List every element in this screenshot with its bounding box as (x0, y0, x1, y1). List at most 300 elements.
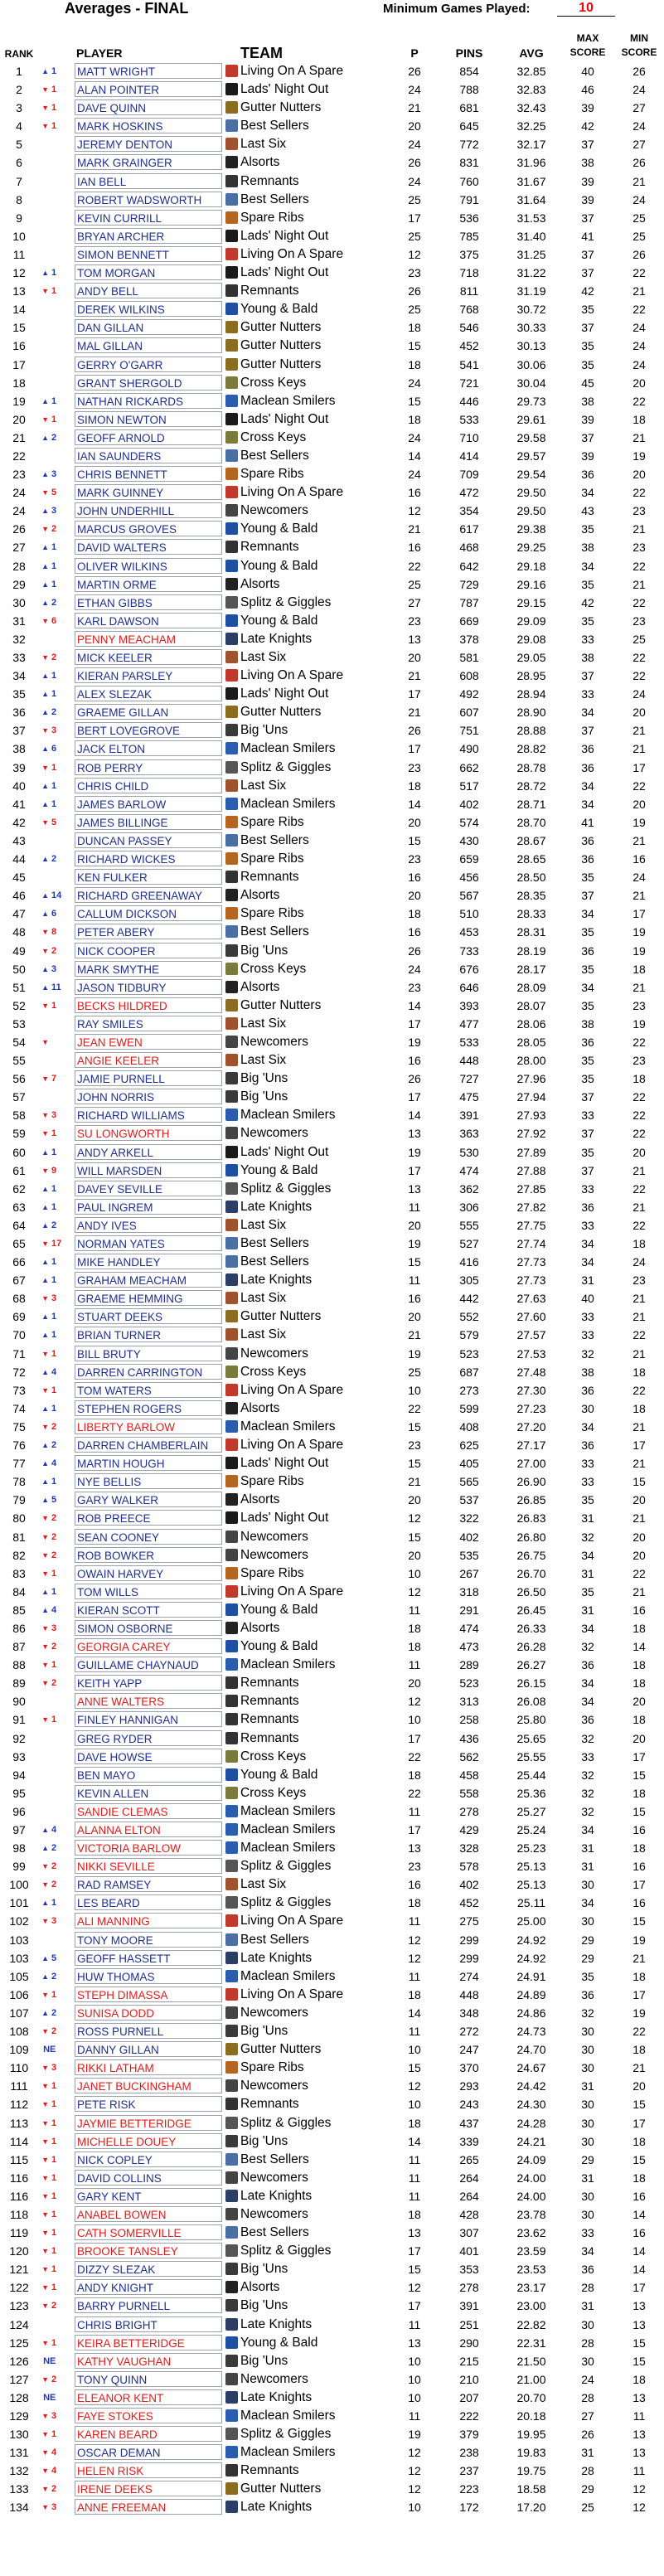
player-name: JOHN NORRIS (75, 1089, 222, 1104)
up-arrow-icon: ▲ (41, 1844, 49, 1853)
table-row[interactable] (0, 759, 664, 777)
down-arrow-icon: ▼ (41, 946, 49, 955)
table-row[interactable] (0, 1528, 664, 1546)
table-row[interactable] (0, 1931, 664, 1949)
up-arrow-icon: ▲ (41, 1972, 49, 1981)
team-logo-icon (225, 1273, 238, 1286)
down-arrow-icon: ▼ (41, 1349, 49, 1358)
team-logo-icon (225, 1914, 238, 1927)
team-name: Newcomers (240, 1126, 308, 1141)
games-played: 18 (408, 1621, 421, 1635)
team-logo-icon (225, 798, 238, 810)
min-score: 17 (632, 1987, 646, 2001)
table-row[interactable] (0, 2095, 664, 2113)
rank-cell: 97 (12, 1823, 26, 1836)
average: 26.90 (516, 1475, 546, 1489)
max-score: 24 (581, 2372, 594, 2386)
average: 24.30 (516, 2098, 546, 2112)
min-score: 16 (632, 2189, 646, 2203)
player-name: BILL BRUTY (75, 1346, 222, 1361)
min-score: 21 (632, 1584, 646, 1598)
average: 28.70 (516, 815, 546, 829)
table-row[interactable] (0, 886, 664, 905)
table-row[interactable] (0, 1216, 664, 1235)
table-row[interactable] (0, 795, 664, 813)
player-name: MARTIN ORME (75, 576, 222, 592)
player-name: DEREK WILKINS (75, 301, 222, 317)
table-row[interactable] (0, 777, 664, 795)
table-row[interactable] (0, 1454, 664, 1472)
col-team: TEAM (240, 45, 283, 61)
player-name: CHRIS BRIGHT (75, 2316, 222, 2332)
table-row[interactable] (0, 1051, 664, 1070)
table-row[interactable] (0, 447, 664, 465)
table-row[interactable] (0, 227, 664, 245)
max-score: 37 (581, 889, 594, 903)
player-name: NORMAN YATES (75, 1235, 222, 1251)
max-score: 29 (581, 1951, 594, 1965)
team-name: Newcomers (240, 1346, 308, 1361)
games-played: 24 (408, 468, 421, 482)
average: 31.53 (516, 211, 546, 225)
table-row[interactable] (0, 1289, 664, 1307)
games-played: 11 (408, 1969, 421, 1983)
player-name: JAMES BARLOW (75, 796, 222, 812)
table-row[interactable] (0, 2462, 664, 2480)
table-row[interactable] (0, 2169, 664, 2187)
team-name: Newcomers (240, 1034, 308, 1049)
min-score: 20 (632, 1530, 646, 1544)
table-row[interactable] (0, 2114, 664, 2132)
table-row[interactable] (0, 356, 664, 374)
table-row[interactable] (0, 1729, 664, 1748)
min-score: 17 (632, 2281, 646, 2295)
table-row[interactable] (0, 2260, 664, 2278)
table-row[interactable] (0, 721, 664, 740)
movement-indicator: ▲ 1 (38, 1307, 71, 1326)
table-row[interactable] (0, 2132, 664, 2151)
team-name: Big 'Uns (240, 2298, 288, 2313)
rank-cell: 58 (12, 1109, 26, 1123)
table-row[interactable] (0, 1180, 664, 1198)
team-name: Living On A Spare (240, 668, 344, 683)
table-row[interactable] (0, 630, 664, 648)
table-row[interactable] (0, 1088, 664, 1106)
team-logo-icon (225, 2373, 238, 2385)
table-row[interactable] (0, 1162, 664, 1180)
table-row[interactable] (0, 1583, 664, 1601)
table-row[interactable] (0, 1326, 664, 1344)
player-name: JAMIE PURNELL (75, 1070, 222, 1086)
player-name: FINLEY HANNIGAN (75, 1711, 222, 1727)
max-score: 34 (581, 1676, 594, 1691)
table-row[interactable] (0, 2004, 664, 2022)
max-score: 35 (581, 1145, 594, 1159)
movement-indicator: ▲ 2 (38, 1216, 71, 1235)
average: 24.92 (516, 1933, 546, 1947)
games-played: 13 (408, 2336, 421, 2350)
team-logo-icon (225, 2208, 238, 2220)
rank-cell: 91 (12, 1713, 26, 1727)
team-logo-icon (225, 1366, 238, 1378)
table-row[interactable] (0, 813, 664, 832)
team-name: Maclean Smilers (240, 741, 336, 756)
pins-total: 523 (459, 1346, 479, 1361)
table-row[interactable] (0, 1271, 664, 1289)
table-row[interactable] (0, 80, 664, 99)
table-row[interactable] (0, 2059, 664, 2077)
table-row[interactable] (0, 2278, 664, 2297)
average: 29.09 (516, 614, 546, 628)
table-row[interactable] (0, 575, 664, 594)
min-score: 26 (632, 247, 646, 261)
rank-cell: 128 (9, 2390, 29, 2404)
min-score: 19 (632, 449, 646, 463)
table-row[interactable] (0, 117, 664, 135)
up-arrow-icon: ▲ (41, 598, 49, 607)
table-row[interactable] (0, 300, 664, 318)
up-arrow-icon: ▲ (41, 1605, 49, 1614)
table-row[interactable] (0, 2187, 664, 2205)
table-row[interactable] (0, 850, 664, 868)
max-score: 35 (581, 1493, 594, 1507)
rank-cell: 92 (12, 1731, 26, 1745)
table-row[interactable] (0, 1546, 664, 1565)
player-name: ROB PERRY (75, 759, 222, 775)
table-row[interactable] (0, 1235, 664, 1253)
rank-cell: 48 (12, 925, 26, 939)
table-row[interactable] (0, 1656, 664, 1674)
player-name: MIKE HANDLEY (75, 1254, 222, 1269)
team-logo-icon (225, 1896, 238, 1909)
team-logo-icon (225, 633, 238, 645)
rank-cell: 50 (12, 962, 26, 976)
table-row[interactable] (0, 1253, 664, 1271)
pins-total: 408 (459, 1419, 479, 1434)
pins-total: 607 (459, 706, 479, 720)
table-row[interactable] (0, 2407, 664, 2425)
average: 29.50 (516, 504, 546, 518)
rank-cell: 1 (16, 65, 22, 78)
table-row[interactable] (0, 374, 664, 392)
team-name: Gutter Nutters (240, 338, 322, 353)
down-arrow-icon: ▼ (41, 2448, 49, 2457)
min-score: 24 (632, 192, 646, 206)
up-arrow-icon: ▲ (41, 1459, 49, 1468)
up-arrow-icon: ▲ (41, 1202, 49, 1211)
movement-indicator: ▲ 2 (38, 2004, 71, 2022)
min-score: 23 (632, 541, 646, 555)
table-row[interactable] (0, 1565, 664, 1583)
team-name: Remnants (240, 173, 299, 188)
table-row[interactable] (0, 740, 664, 758)
player-name: BECKS HILDRED (75, 997, 222, 1013)
games-played: 10 (408, 2043, 421, 2057)
pins-total: 391 (459, 1109, 479, 1123)
table-row[interactable] (0, 191, 664, 209)
pins-total: 402 (459, 1530, 479, 1544)
min-score: 21 (632, 1419, 646, 1434)
movement-indicator: ▲ 14 (38, 886, 71, 905)
table-row[interactable] (0, 1637, 664, 1656)
table-row[interactable] (0, 1710, 664, 1729)
table-row[interactable] (0, 1418, 664, 1436)
table-row[interactable] (0, 2352, 664, 2370)
team-name: Big 'Uns (240, 1071, 288, 1086)
table-row[interactable] (0, 2151, 664, 2169)
table-row[interactable] (0, 1198, 664, 1216)
table-row[interactable] (0, 2205, 664, 2224)
min-score: 17 (632, 1749, 646, 1763)
pins-total: 275 (459, 1914, 479, 1928)
table-row[interactable] (0, 2224, 664, 2242)
min-score: 18 (632, 1786, 646, 1800)
table-row[interactable] (0, 502, 664, 520)
table-row[interactable] (0, 2022, 664, 2040)
table-row[interactable] (0, 1986, 664, 2004)
team-name: Remnants (240, 2097, 299, 2112)
table-row[interactable] (0, 172, 664, 191)
movement-indicator: NE (38, 2355, 56, 2366)
table-row[interactable] (0, 62, 664, 80)
table-row[interactable] (0, 1784, 664, 1802)
player-name: BROOKE TANSLEY (75, 2243, 222, 2258)
table-row[interactable] (0, 1015, 664, 1033)
rank-cell: 123 (9, 2299, 29, 2313)
table-row[interactable] (0, 1124, 664, 1142)
table-row[interactable] (0, 868, 664, 886)
max-score: 34 (581, 486, 594, 500)
table-row[interactable] (0, 1436, 664, 1454)
table-row[interactable] (0, 2498, 664, 2516)
movement-indicator: ▲ 1 (38, 1198, 71, 1216)
down-arrow-icon: ▼ (41, 1661, 49, 1670)
table-row[interactable] (0, 594, 664, 612)
team-logo-icon (225, 2318, 238, 2331)
movement-indicator: ▲ 1 (38, 1253, 71, 1271)
average: 29.50 (516, 486, 546, 500)
games-played: 17 (408, 2244, 421, 2258)
table-row[interactable] (0, 1307, 664, 1326)
table-row[interactable] (0, 2480, 664, 2498)
min-score: 22 (632, 1566, 646, 1580)
table-row[interactable] (0, 2334, 664, 2352)
table-row[interactable] (0, 2316, 664, 2334)
table-row[interactable] (0, 685, 664, 703)
table-row[interactable] (0, 1472, 664, 1491)
table-row[interactable] (0, 1912, 664, 1930)
table-row[interactable] (0, 2242, 664, 2260)
table-row[interactable] (0, 2425, 664, 2443)
pins-total: 428 (459, 2207, 479, 2221)
pins-total: 267 (459, 1566, 479, 1580)
rank-cell: 69 (12, 1310, 26, 1324)
table-row[interactable] (0, 1949, 664, 1967)
player-name: TOM WATERS (75, 1382, 222, 1398)
rank-cell: 115 (9, 2152, 29, 2166)
team-logo-icon (225, 687, 238, 700)
games-played: 16 (408, 1878, 421, 1892)
team-name: Cross Keys (240, 1364, 307, 1379)
table-row[interactable] (0, 153, 664, 172)
table-row[interactable] (0, 264, 664, 282)
table-row[interactable] (0, 1766, 664, 1784)
table-row[interactable] (0, 667, 664, 685)
average: 28.67 (516, 833, 546, 847)
games-played: 11 (408, 1273, 421, 1288)
table-row[interactable] (0, 538, 664, 556)
table-row[interactable] (0, 1802, 664, 1821)
table-row[interactable] (0, 1857, 664, 1875)
max-score: 36 (581, 2263, 594, 2277)
table-row[interactable] (0, 997, 664, 1015)
down-arrow-icon: ▼ (41, 763, 49, 772)
table-row[interactable] (0, 2297, 664, 2315)
rank-cell: 73 (12, 1383, 26, 1397)
table-row[interactable] (0, 1748, 664, 1766)
table-row[interactable] (0, 942, 664, 960)
games-played: 24 (408, 962, 421, 976)
table-row[interactable] (0, 703, 664, 721)
max-score: 35 (581, 925, 594, 939)
max-score: 34 (581, 1695, 594, 1709)
team-name: Maclean Smilers (240, 1803, 336, 1818)
games-played: 13 (408, 1127, 421, 1141)
table-row[interactable] (0, 978, 664, 997)
table-row[interactable] (0, 612, 664, 630)
table-row[interactable] (0, 1381, 664, 1400)
min-score: 27 (632, 138, 646, 152)
table-row[interactable] (0, 1070, 664, 1088)
table-row[interactable] (0, 905, 664, 923)
table-row[interactable] (0, 520, 664, 538)
player-name: KARL DAWSON (75, 613, 222, 628)
pins-total: 353 (459, 2263, 479, 2277)
player-name: STEPHEN ROGERS (75, 1400, 222, 1416)
max-score: 37 (581, 1090, 594, 1104)
table-row[interactable] (0, 960, 664, 978)
team-name: Remnants (240, 1694, 299, 1709)
table-row[interactable] (0, 1033, 664, 1051)
table-row[interactable] (0, 923, 664, 941)
table-row[interactable] (0, 337, 664, 355)
player-name: DANNY GILLAN (75, 2041, 222, 2057)
team-name: Maclean Smilers (240, 1822, 336, 1836)
team-logo-icon (225, 1164, 238, 1176)
max-score: 33 (581, 1749, 594, 1763)
games-played: 17 (408, 1090, 421, 1104)
table-row[interactable] (0, 2077, 664, 2095)
rank-cell: 84 (12, 1584, 26, 1598)
table-row[interactable] (0, 465, 664, 483)
table-row[interactable] (0, 135, 664, 153)
average: 27.23 (516, 1401, 546, 1415)
table-row[interactable] (0, 410, 664, 429)
games-played: 11 (408, 1914, 421, 1928)
table-row[interactable] (0, 1491, 664, 1509)
table-row[interactable] (0, 1106, 664, 1124)
table-row[interactable] (0, 1839, 664, 1857)
player-name: JEAN EWEN (75, 1034, 222, 1050)
table-row[interactable] (0, 1674, 664, 1692)
table-row[interactable] (0, 1601, 664, 1619)
average: 27.17 (516, 1438, 546, 1453)
table-row[interactable] (0, 1143, 664, 1162)
player-name: SANDIE CLEMAS (75, 1803, 222, 1819)
table-row[interactable] (0, 1875, 664, 1894)
table-row[interactable] (0, 2389, 664, 2407)
max-score: 34 (581, 1896, 594, 1910)
max-score: 30 (581, 2354, 594, 2368)
table-row[interactable] (0, 1363, 664, 1381)
table-row[interactable] (0, 2370, 664, 2389)
down-arrow-icon: ▼ (41, 1679, 49, 1688)
table-row[interactable] (0, 1619, 664, 1637)
min-score: 22 (632, 1127, 646, 1141)
pins-total: 811 (459, 284, 479, 298)
table-row[interactable] (0, 2443, 664, 2462)
down-arrow-icon: ▼ (41, 287, 49, 296)
pins-total: 299 (459, 1951, 479, 1965)
table-row[interactable] (0, 483, 664, 502)
down-arrow-icon: ▼ (41, 2027, 49, 2036)
average: 27.85 (516, 1181, 546, 1196)
min-score: 13 (632, 2390, 646, 2404)
table-row[interactable] (0, 648, 664, 667)
table-row[interactable] (0, 832, 664, 850)
table-row[interactable] (0, 99, 664, 117)
table-row[interactable] (0, 1345, 664, 1363)
max-score: 34 (581, 779, 594, 793)
player-name: VICTORIA BARLOW (75, 1840, 222, 1856)
games-played: 17 (408, 1731, 421, 1745)
max-score: 30 (581, 2043, 594, 2057)
player-name: GRAHAM MEACHAM (75, 1272, 222, 1288)
table-row[interactable] (0, 1894, 664, 1912)
table-row[interactable] (0, 245, 664, 264)
team-logo-icon (225, 2153, 238, 2166)
up-arrow-icon: ▲ (41, 507, 49, 516)
table-row[interactable] (0, 557, 664, 575)
table-row[interactable] (0, 1509, 664, 1527)
table-row[interactable] (0, 429, 664, 447)
movement-indicator: ▼ 2 (38, 1509, 71, 1527)
table-row[interactable] (0, 392, 664, 410)
team-logo-icon (225, 1420, 238, 1433)
games-played: 11 (408, 2171, 421, 2185)
games-played: 24 (408, 430, 421, 444)
min-score: 21 (632, 1200, 646, 1214)
average: 28.33 (516, 907, 546, 921)
player-name: DAVE HOWSE (75, 1749, 222, 1764)
player-name: RAY SMILES (75, 1016, 222, 1031)
movement-indicator: ▲ 4 (38, 1454, 71, 1472)
table-row[interactable] (0, 1692, 664, 1710)
max-score: 27 (581, 2409, 594, 2423)
table-row[interactable] (0, 318, 664, 337)
table-row[interactable] (0, 1821, 664, 1839)
pins-total: 362 (459, 1181, 479, 1196)
average: 32.83 (516, 83, 546, 97)
table-row[interactable] (0, 1400, 664, 1418)
table-row[interactable] (0, 209, 664, 227)
table-row[interactable] (0, 2040, 664, 2059)
table-row[interactable] (0, 282, 664, 300)
team-logo-icon (225, 119, 238, 132)
team-name: Young & Bald (240, 558, 318, 573)
table-row[interactable] (0, 1967, 664, 1986)
team-name: Last Six (240, 1327, 287, 1342)
